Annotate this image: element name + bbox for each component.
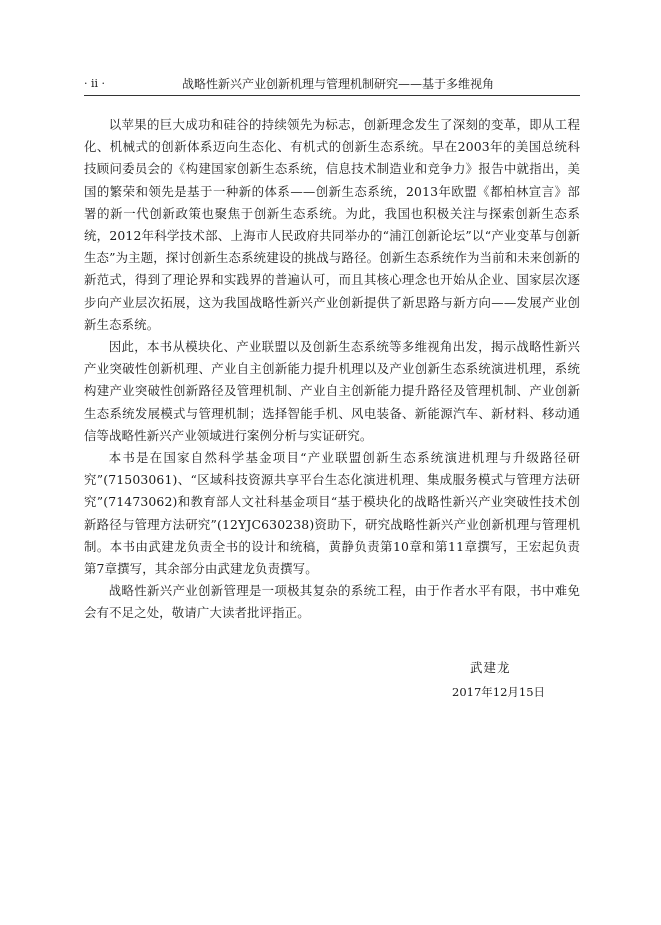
running-title: 战略性新兴产业创新机理与管理机制研究——基于多维视角 xyxy=(182,77,495,91)
paragraph-4: 战略性新兴产业创新管理是一项极其复杂的系统工程，由于作者水平有限，书中难免会有不足之处，敬请广大读者批评指正。 xyxy=(84,583,580,621)
running-header xyxy=(84,77,580,96)
page-folio: · ii · xyxy=(84,77,106,90)
paragraph-1: 以苹果的巨大成功和硅谷的持续领先为标志，创新理念发生了深刻的变革，即从工程化、机械式的创新体系迈向生态化、有机式的创新生态系统。早在2003年的美国总统科技顾问委员会的《构建国家创新生态系统，信息技术制造业和竞争力》报告中就指出，美国的繁荣和领先是基于一种新的体系——创新生态系统，2013年欧盟《都柏林宣言》部署的新一代创新政策也聚焦于创新生态系统。为此，我国也积极关注与探索创新生态系统，2012年科学技术部、上海市人民政府共同举办的“浦江创新论坛”以“产业变革与创新生态”为主题，探讨创新生态系统建设的挑战与路径。创新生态系统作为当前和未来创新的新范式，得到了理论界和实践界的普遍认可，而且其核心理念也开始从企业、国家层次逐步向产业层次拓展，这为我国战略性新兴产业创新提供了新思路与新方向——发展产业创新生态系统。 xyxy=(84,117,580,332)
author-signature: 武建龙 xyxy=(470,660,511,675)
paragraph-3: 本书是在国家自然科学基金项目“产业联盟创新生态系统演进机理与升级路径研究”(71503061)、“区域科技资源共享平台生态化演进机理、集成服务模式与管理方法研究”(71473062)和教育部人文社科基金项目“基于模块化的战略性新兴产业突破性技术创新路径与管理方法研究”(12YJC630238)资助下，研究战略性新兴产业创新机理与管理机制。本书由武建龙负责全书的设计和统稿，黄静负责第10章和第11章撰写，王宏起负责第7章撰写，其余部分由武建龙负责撰写。 xyxy=(84,450,580,577)
preface-date: 2017年12月15日 xyxy=(452,685,546,699)
preface-body xyxy=(84,114,580,625)
paragraph-2: 因此，本书从模块化、产业联盟以及创新生态系统等多维视角出发，揭示战略性新兴产业突破性创新机理、产业自主创新能力提升机理以及产业创新生态系统演进机理，系统构建产业突破性创新路径及管理机制、产业自主创新能力提升路径及管理机制、产业创新生态系统发展模式与管理机制；选择智能手机、风电装备、新能源汽车、新材料、移动通信等战略性新兴产业领域进行案例分析与实证研究。 xyxy=(84,339,580,443)
